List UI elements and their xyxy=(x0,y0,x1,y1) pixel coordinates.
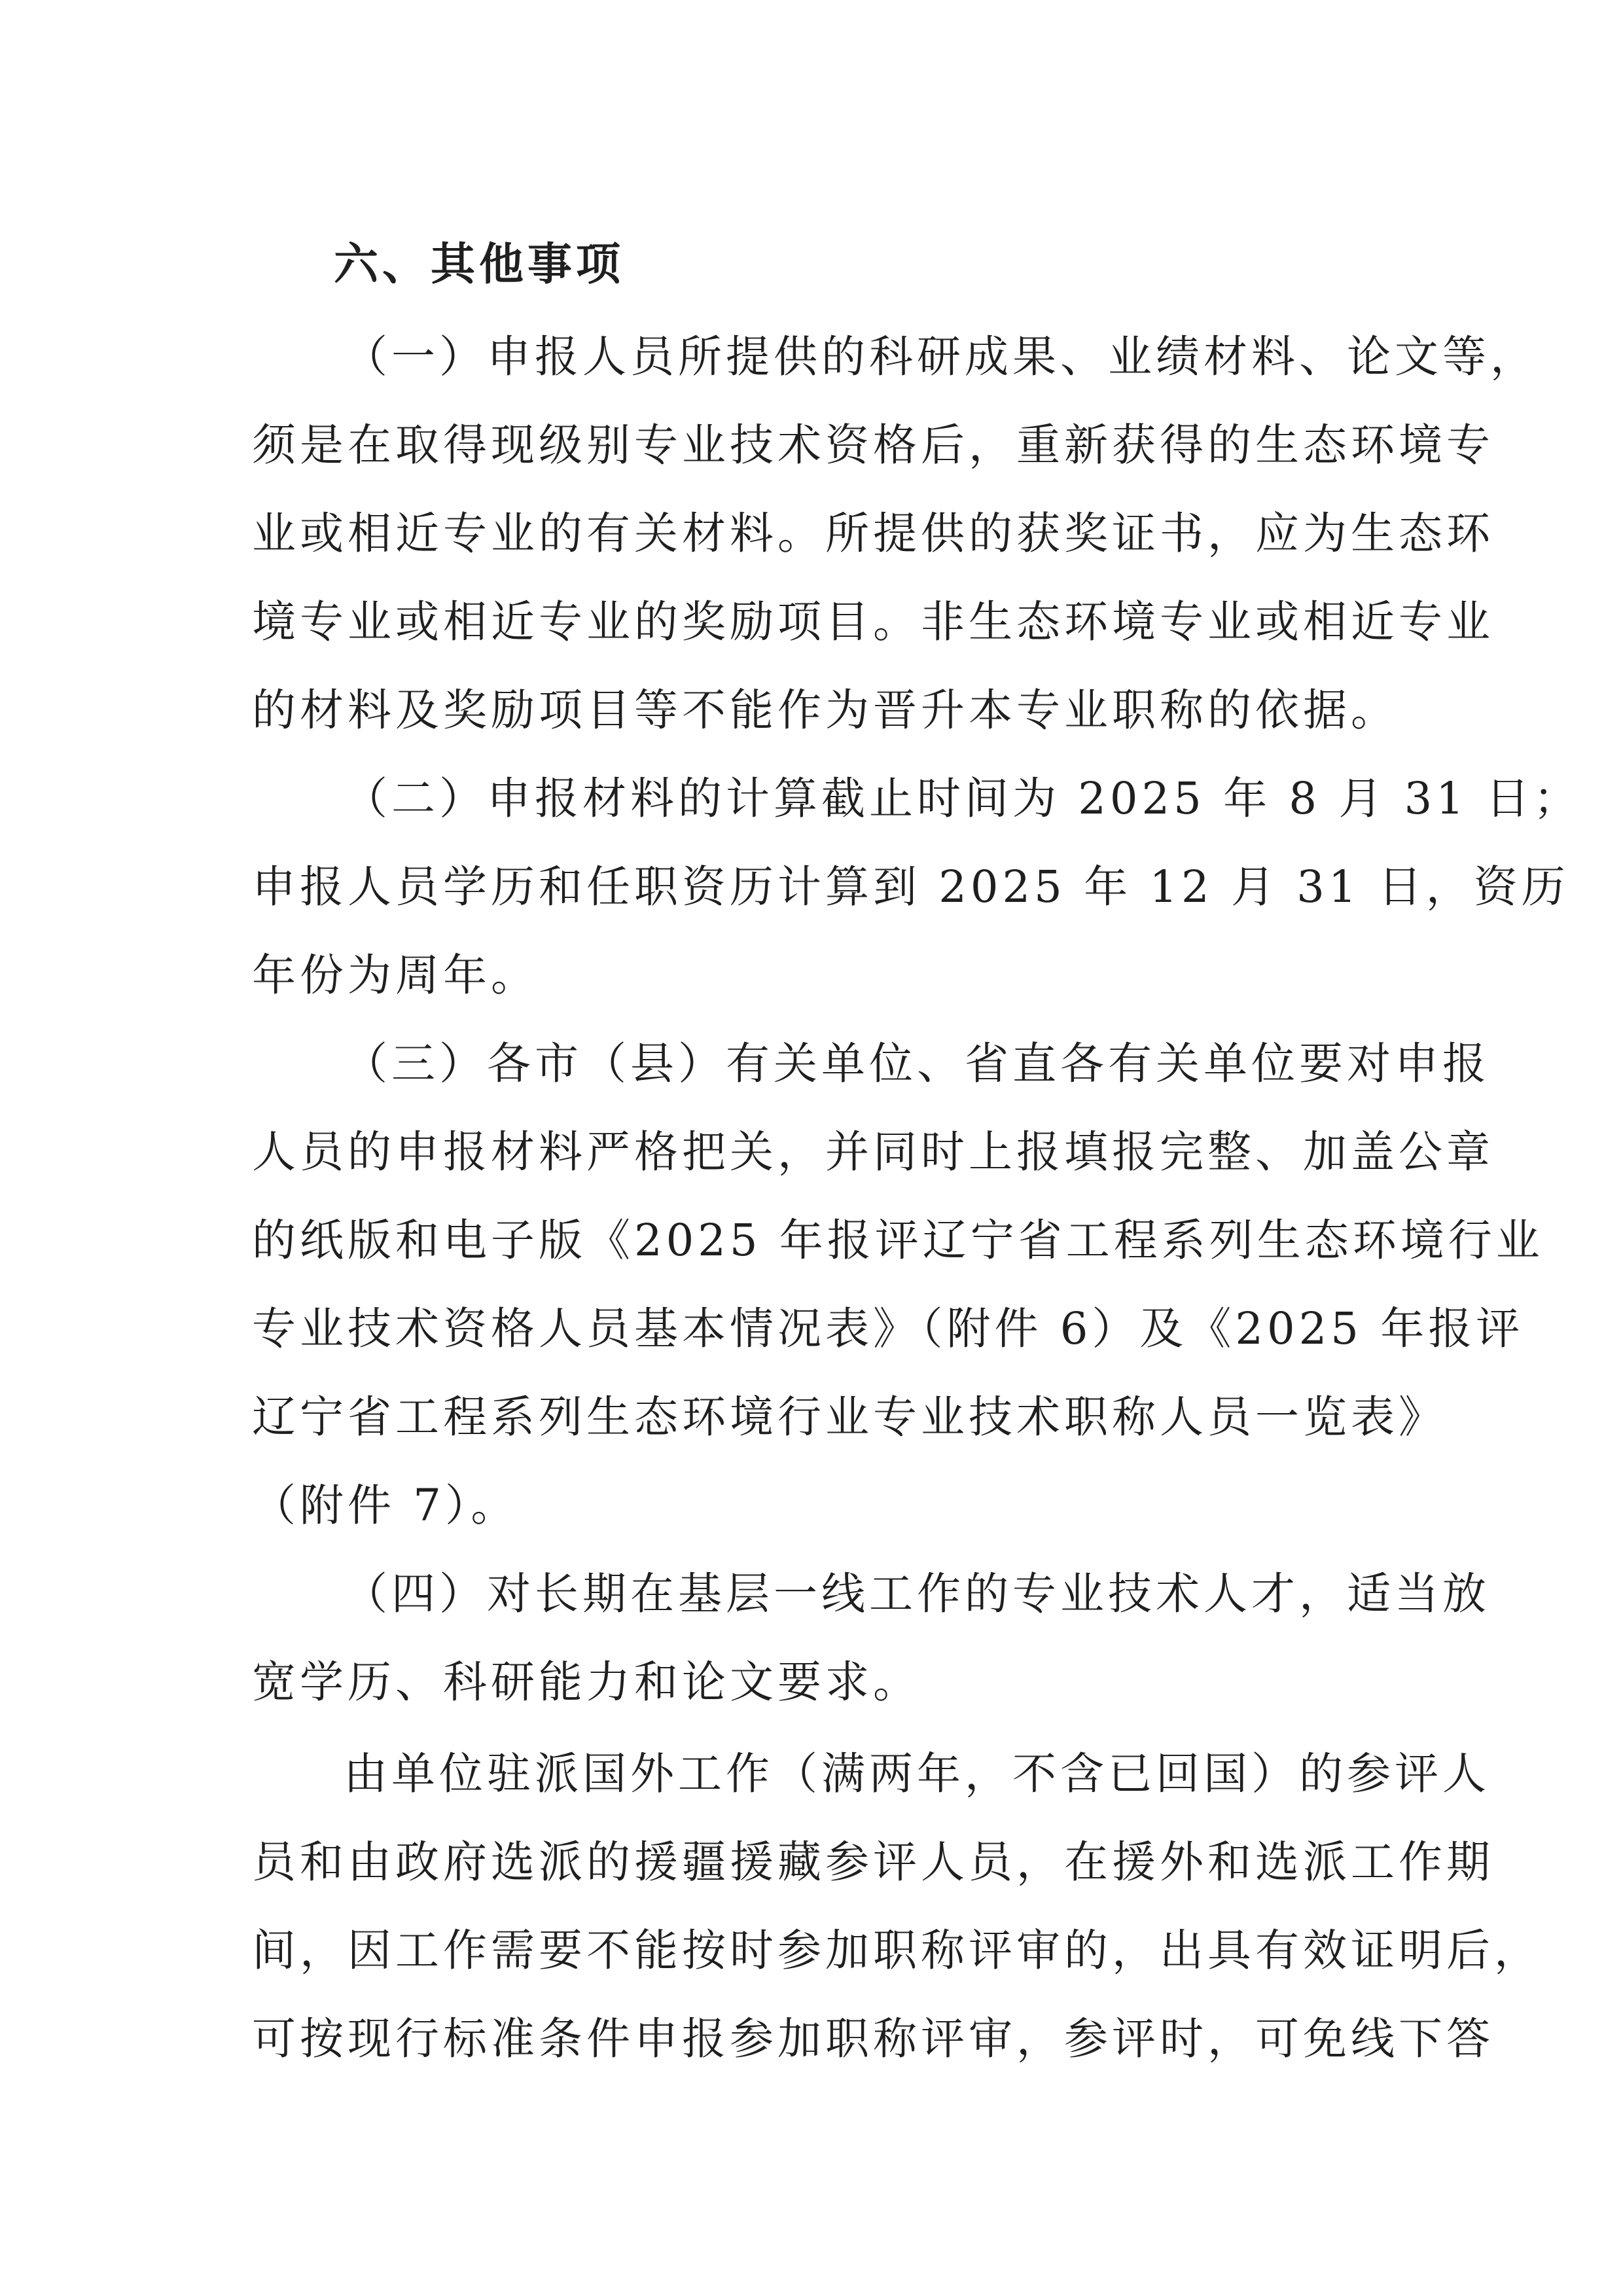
paragraph-line: 的材料及奖励项目等不能作为晋升本专业职称的依据。 xyxy=(252,685,1399,736)
section-heading: 六、其他事项 xyxy=(334,239,625,291)
paragraph-line: 申报人员学历和任职资历计算到 2025 年 12 月 31 日，资历 xyxy=(252,861,1569,912)
paragraph-line: （三）各市（县）有关单位、省直各有关单位要对申报 xyxy=(344,1038,1490,1089)
paragraph-line: 须是在取得现级别专业技术资格后，重新获得的生态环境专 xyxy=(252,420,1494,471)
paragraph-line: 可按现行标准条件申报参加职称评审，参评时，可免线下答 xyxy=(252,2013,1494,2064)
paragraph-line: （一）申报人员所提供的科研成果、业绩材料、论文等， xyxy=(344,331,1538,382)
paragraph-line: 年份为周年。 xyxy=(252,950,539,1001)
paragraph-line: 员和由政府选派的援疆援藏参评人员，在援外和选派工作期 xyxy=(252,1837,1494,1888)
paragraph-line: （附件 7）。 xyxy=(252,1480,519,1531)
paragraph-line: 境专业或相近专业的奖励项目。非生态环境专业或相近专业 xyxy=(252,596,1494,647)
paragraph-line: （四）对长期在基层一线工作的专业技术人才，适当放 xyxy=(344,1568,1490,1619)
paragraph-line: 由单位驻派国外工作（满两年，不含已回国）的参评人 xyxy=(344,1748,1490,1799)
paragraph-line: 宽学历、科研能力和论文要求。 xyxy=(252,1657,921,1708)
paragraph-line: 辽宁省工程系列生态环境行业专业技术职称人员一览表》 xyxy=(252,1391,1446,1443)
paragraph-line: 的纸版和电子版《2025 年报评辽宁省工程系列生态环境行业 xyxy=(252,1215,1544,1266)
paragraph-line: 业或相近专业的有关材料。所提供的获奖证书，应为生态环 xyxy=(252,508,1494,559)
paragraph-line: （二）申报材料的计算截止时间为 2025 年 8 月 31 日； xyxy=(344,773,1582,824)
paragraph-line: 间，因工作需要不能按时参加职称评审的，出具有效证明后， xyxy=(252,1925,1542,1976)
paragraph-line: 人员的申报材料严格把关，并同时上报填报完整、加盖公章 xyxy=(252,1126,1494,1177)
paragraph-line: 专业技术资格人员基本情况表》（附件 6）及《2025 年报评 xyxy=(252,1303,1524,1354)
